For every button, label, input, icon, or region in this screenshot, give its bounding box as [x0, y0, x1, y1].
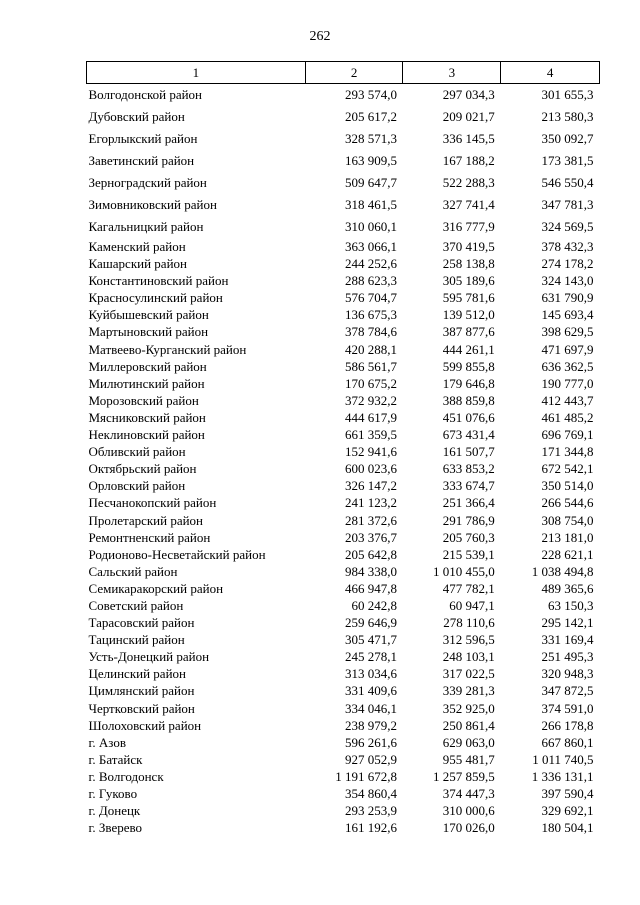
row-value-cell: 228 621,1	[541, 546, 594, 562]
table-row	[87, 785, 600, 802]
table-row	[87, 426, 600, 443]
row-value-cell: 305 471,7	[344, 632, 397, 648]
row-value-cell: 139 512,0	[442, 307, 495, 323]
row-value-cell: 370 419,5	[442, 239, 495, 254]
row-name-cell: Тарасовский район	[88, 615, 195, 631]
row-value-cell: 1 011 740,5	[532, 751, 594, 767]
row-value-cell: 333 674,7	[442, 478, 495, 494]
row-value-cell: 190 777,0	[541, 375, 594, 391]
row-value-cell: 1 336 131,1	[531, 768, 594, 784]
table-row	[87, 614, 600, 631]
row-name-cell: г. Гуково	[88, 786, 138, 801]
row-value-cell: 363 066,1	[344, 239, 397, 254]
table-row	[87, 819, 600, 836]
row-name-cell: Октябрьский район	[88, 461, 197, 477]
row-value-cell: 281 372,6	[344, 512, 397, 528]
row-value-cell: 205 642,8	[344, 546, 397, 562]
row-name-cell: Шолоховский район	[88, 717, 202, 733]
row-value-cell: 595 781,6	[442, 290, 495, 306]
row-name-cell: Кашарский район	[88, 256, 187, 272]
row-value-cell: 477 782,1	[442, 580, 495, 596]
row-value-cell: 661 359,5	[344, 427, 397, 443]
table-row	[87, 597, 600, 614]
row-value-cell: 215 539,1	[442, 546, 495, 562]
row-value-cell: 352 925,0	[442, 700, 495, 716]
table-body	[87, 84, 600, 837]
row-value-cell: 170 026,0	[442, 820, 495, 836]
row-name-cell: Мясниковский район	[88, 409, 206, 425]
row-name-cell: г. Батайск	[88, 751, 143, 767]
row-value-cell: 274 178,2	[541, 256, 594, 272]
row-name-cell: Дубовский район	[88, 109, 185, 124]
row-value-cell: 331 409,6	[344, 683, 397, 699]
row-value-cell: 244 252,6	[344, 256, 397, 272]
table-row	[87, 128, 600, 150]
table-row	[87, 529, 600, 546]
row-value-cell: 320 948,3	[541, 666, 594, 682]
row-value-cell: 331 169,4	[541, 632, 594, 648]
row-value-cell: 672 542,1	[541, 461, 594, 477]
row-name-cell: Родионово-Несветайский район	[88, 546, 266, 562]
row-value-cell: 171 344,8	[541, 444, 594, 460]
row-value-cell: 278 110,6	[443, 615, 495, 631]
row-value-cell: 374 591,0	[541, 700, 594, 716]
table-row	[87, 375, 600, 392]
row-name-cell: Красносулинский район	[88, 290, 223, 306]
table-row	[87, 443, 600, 460]
row-value-cell: 310 060,1	[344, 219, 397, 234]
row-value-cell: 629 063,0	[442, 734, 495, 750]
row-name-cell: Заветинский район	[88, 153, 195, 168]
row-value-cell: 354 860,4	[344, 786, 397, 801]
row-value-cell: 251 366,4	[442, 495, 495, 511]
row-value-cell: 259 646,9	[344, 615, 397, 631]
row-value-cell: 310 000,6	[442, 803, 495, 819]
table-row	[87, 563, 600, 580]
table-row	[87, 289, 600, 306]
row-value-cell: 266 544,6	[541, 495, 594, 511]
row-value-cell: 167 188,2	[442, 153, 495, 168]
table-row	[87, 477, 600, 494]
row-value-cell: 586 561,7	[344, 358, 397, 374]
row-value-cell: 145 693,4	[541, 307, 594, 323]
column-header-4: 4	[501, 62, 600, 84]
table-row	[87, 323, 600, 340]
row-name-cell: Чертковский район	[88, 700, 195, 716]
row-value-cell: 205 760,3	[442, 529, 495, 545]
row-value-cell: 312 596,5	[442, 632, 495, 648]
row-name-cell: Константиновский район	[88, 273, 229, 289]
column-header-2: 2	[305, 62, 403, 84]
row-value-cell: 471 697,9	[541, 341, 594, 357]
row-value-cell: 955 481,7	[442, 751, 495, 767]
table-row	[87, 494, 600, 511]
data-table	[86, 61, 600, 836]
row-value-cell: 152 941,6	[344, 444, 397, 460]
table-row	[87, 238, 600, 255]
row-value-cell: 596 261,6	[344, 734, 397, 750]
row-value-cell: 378 784,6	[344, 324, 397, 340]
row-value-cell: 412 443,7	[541, 392, 594, 408]
row-value-cell: 291 786,9	[442, 512, 495, 528]
row-value-cell: 372 932,2	[344, 392, 397, 408]
row-value-cell: 245 278,1	[344, 649, 397, 665]
row-value-cell: 350 092,7	[541, 131, 594, 146]
row-name-cell: Волгодонской район	[88, 87, 203, 102]
table-row	[87, 150, 600, 172]
row-value-cell: 633 853,2	[442, 461, 495, 477]
table-row	[87, 768, 600, 785]
table-header-row	[87, 62, 600, 84]
table-row	[87, 306, 600, 323]
row-value-cell: 324 143,0	[541, 273, 594, 289]
table-row	[87, 580, 600, 597]
row-value-cell: 631 790,9	[541, 290, 594, 306]
row-value-cell: 316 777,9	[442, 219, 495, 234]
row-value-cell: 600 023,6	[344, 461, 397, 477]
row-value-cell: 161 507,7	[442, 444, 495, 460]
row-value-cell: 347 872,5	[541, 683, 594, 699]
row-name-cell: Егорлыкский район	[88, 131, 198, 146]
row-value-cell: 327 741,4	[442, 197, 495, 212]
row-value-cell: 136 675,3	[344, 307, 397, 323]
row-value-cell: 1 038 494,8	[531, 563, 594, 579]
table-row	[87, 631, 600, 648]
row-value-cell: 350 514,0	[541, 478, 594, 494]
row-value-cell: 308 754,0	[541, 512, 594, 528]
row-value-cell: 250 861,4	[442, 717, 495, 733]
row-value-cell: 927 052,9	[344, 751, 397, 767]
row-value-cell: 60 242,8	[351, 597, 397, 613]
row-value-cell: 238 979,2	[344, 717, 397, 733]
row-name-cell: Миллеровский район	[88, 358, 207, 374]
row-value-cell: 466 947,8	[344, 580, 397, 596]
row-value-cell: 288 623,3	[344, 273, 397, 289]
row-value-cell: 1 191 672,8	[335, 768, 397, 784]
row-value-cell: 213 580,3	[541, 109, 594, 124]
row-name-cell: Песчанокопский район	[88, 495, 217, 511]
row-value-cell: 324 569,5	[541, 219, 594, 234]
row-value-cell: 334 046,1	[344, 700, 397, 716]
row-value-cell: 420 288,1	[344, 341, 397, 357]
column-header-1: 1	[87, 62, 306, 84]
table-row	[87, 255, 600, 272]
row-value-cell: 509 647,7	[344, 175, 397, 190]
row-value-cell: 328 571,3	[344, 131, 397, 146]
row-name-cell: г. Волгодонск	[88, 768, 164, 784]
table-row	[87, 341, 600, 358]
row-name-cell: Усть-Донецкий район	[88, 649, 210, 665]
row-value-cell: 336 145,5	[442, 131, 495, 146]
row-name-cell: г. Зверево	[88, 820, 143, 836]
row-value-cell: 1 010 455,0	[432, 563, 495, 579]
row-value-cell: 317 022,5	[442, 666, 495, 682]
table-row	[87, 512, 600, 529]
row-name-cell: г. Донецк	[88, 803, 141, 819]
row-value-cell: 378 432,3	[541, 239, 594, 254]
row-name-cell: Матвеево-Курганский район	[88, 341, 247, 357]
row-value-cell: 173 381,5	[541, 153, 594, 168]
row-name-cell: Мартыновский район	[88, 324, 209, 340]
row-value-cell: 599 855,8	[442, 358, 495, 374]
table-row	[87, 700, 600, 717]
row-value-cell: 444 261,1	[442, 341, 495, 357]
table-row	[87, 734, 600, 751]
row-value-cell: 213 181,0	[541, 529, 594, 545]
row-value-cell: 205 617,2	[344, 109, 397, 124]
row-value-cell: 398 629,5	[541, 324, 594, 340]
row-name-cell: Семикаракорский район	[88, 580, 224, 596]
row-value-cell: 397 590,4	[541, 786, 594, 801]
row-value-cell: 576 704,7	[344, 290, 397, 306]
table-row	[87, 682, 600, 699]
row-value-cell: 179 646,8	[442, 375, 495, 391]
row-value-cell: 295 142,1	[541, 615, 594, 631]
row-value-cell: 163 909,5	[344, 153, 397, 168]
row-value-cell: 313 034,6	[344, 666, 397, 682]
row-value-cell: 318 461,5	[344, 197, 397, 212]
table-row	[87, 172, 600, 194]
row-value-cell: 248 103,1	[442, 649, 495, 665]
row-name-cell: Орловский район	[88, 478, 186, 494]
row-value-cell: 63 150,3	[548, 597, 594, 613]
row-name-cell: Ремонтненский район	[88, 529, 211, 545]
row-name-cell: Цимлянский район	[88, 683, 195, 699]
row-value-cell: 546 550,4	[541, 175, 594, 190]
row-value-cell: 489 365,6	[541, 580, 594, 596]
row-value-cell: 696 769,1	[541, 427, 594, 443]
row-value-cell: 1 257 859,5	[432, 768, 495, 784]
table-row	[87, 216, 600, 238]
row-name-cell: г. Азов	[88, 734, 126, 750]
table-row	[87, 392, 600, 409]
row-name-cell: Зимовниковский район	[88, 197, 217, 212]
column-header-3: 3	[403, 62, 501, 84]
row-value-cell: 60 947,1	[449, 597, 495, 613]
table-row	[87, 84, 600, 107]
row-value-cell: 444 617,9	[344, 409, 397, 425]
row-value-cell: 305 189,6	[442, 273, 495, 289]
table-row	[87, 106, 600, 128]
row-value-cell: 451 076,6	[442, 409, 495, 425]
row-value-cell: 241 123,2	[344, 495, 397, 511]
row-value-cell: 297 034,3	[442, 87, 495, 102]
row-name-cell: Тацинский район	[88, 632, 185, 648]
table-row	[87, 546, 600, 563]
table-row	[87, 665, 600, 682]
table-row	[87, 751, 600, 768]
row-name-cell: Неклиновский район	[88, 427, 205, 443]
row-value-cell: 387 877,6	[442, 324, 495, 340]
row-value-cell: 374 447,3	[442, 786, 495, 801]
row-name-cell: Сальский район	[88, 563, 178, 579]
table-row	[87, 194, 600, 216]
row-value-cell: 667 860,1	[541, 734, 594, 750]
row-value-cell: 203 376,7	[344, 529, 397, 545]
table-row	[87, 409, 600, 426]
row-value-cell: 461 485,2	[541, 409, 594, 425]
row-name-cell: Обливский район	[88, 444, 186, 460]
row-name-cell: Куйбышевский район	[88, 307, 209, 323]
row-value-cell: 339 281,3	[442, 683, 495, 699]
row-value-cell: 266 178,8	[541, 717, 594, 733]
row-name-cell: Каменский район	[88, 239, 186, 254]
row-name-cell: Морозовский район	[88, 392, 199, 408]
table-row	[87, 802, 600, 819]
table-row	[87, 460, 600, 477]
row-value-cell: 301 655,3	[541, 87, 594, 102]
row-name-cell: Зерноградский район	[88, 175, 207, 190]
row-value-cell: 293 253,9	[344, 803, 397, 819]
row-value-cell: 251 495,3	[541, 649, 594, 665]
row-value-cell: 170 675,2	[344, 375, 397, 391]
row-value-cell: 636 362,5	[541, 358, 594, 374]
table-row	[87, 648, 600, 665]
table-row	[87, 717, 600, 734]
row-name-cell: Советский район	[88, 597, 184, 613]
row-value-cell: 258 138,8	[442, 256, 495, 272]
row-name-cell: Кагальницкий район	[88, 219, 204, 234]
table-row	[87, 272, 600, 289]
row-value-cell: 673 431,4	[442, 427, 495, 443]
row-value-cell: 984 338,0	[344, 563, 397, 579]
row-name-cell: Милютинский район	[88, 375, 205, 391]
row-value-cell: 347 781,3	[541, 197, 594, 212]
row-value-cell: 329 692,1	[541, 803, 594, 819]
row-value-cell: 326 147,2	[344, 478, 397, 494]
page-number: 262	[309, 29, 331, 44]
table-row	[87, 358, 600, 375]
row-value-cell: 161 192,6	[344, 820, 397, 836]
row-value-cell: 293 574,0	[344, 87, 397, 102]
row-name-cell: Целинский район	[88, 666, 186, 682]
row-value-cell: 388 859,8	[442, 392, 495, 408]
row-value-cell: 209 021,7	[442, 109, 495, 124]
row-name-cell: Пролетарский район	[88, 512, 204, 528]
row-value-cell: 522 288,3	[442, 175, 495, 190]
row-value-cell: 180 504,1	[541, 820, 594, 836]
